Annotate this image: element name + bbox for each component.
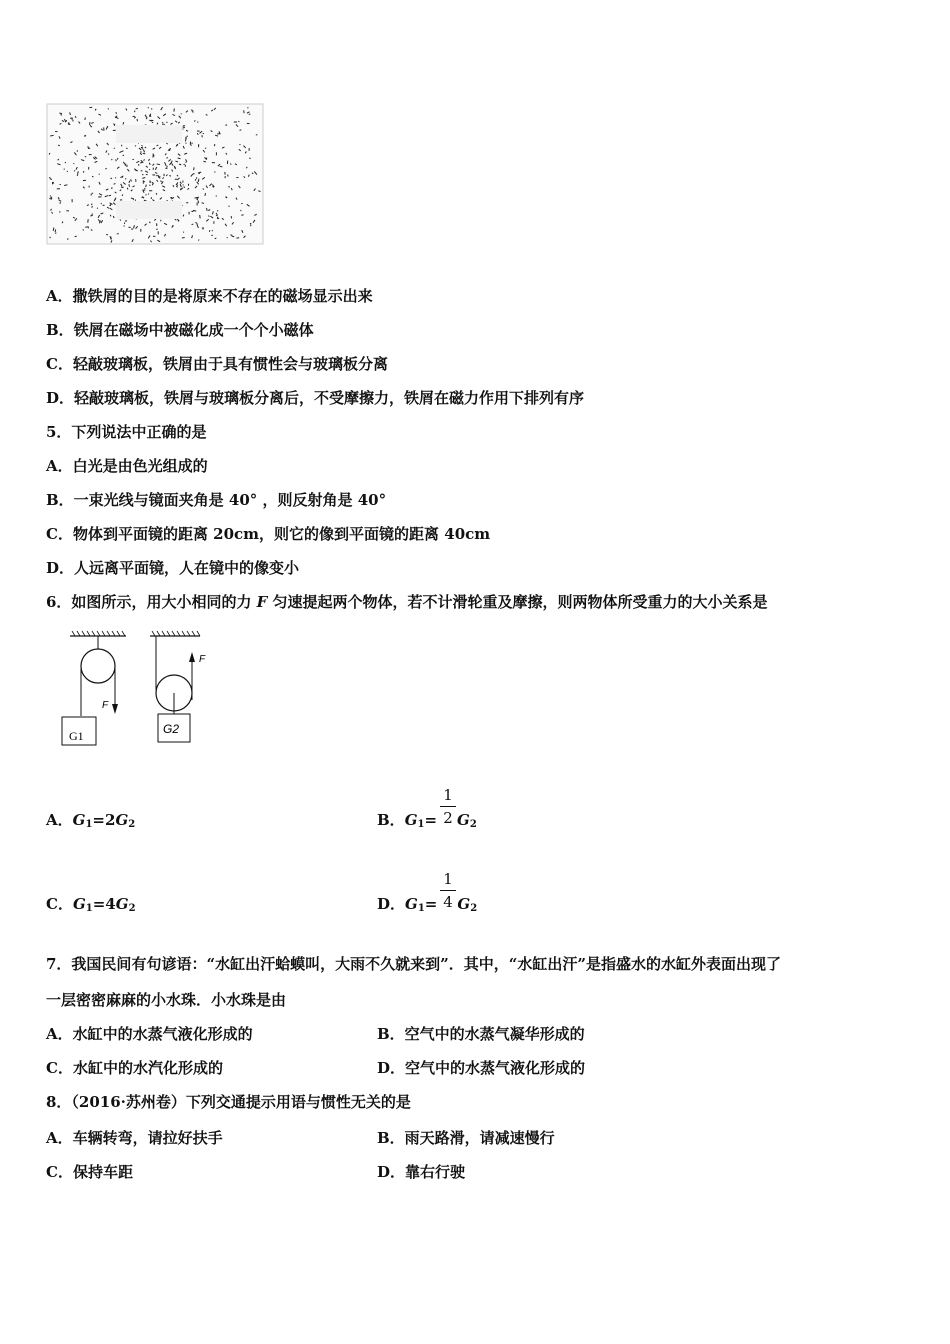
- q6-c-sub2: 2: [128, 903, 136, 914]
- q7-stem-line2: 一层密密麻麻的小水珠．小水珠是由: [46, 991, 287, 1009]
- q6-b-sub1: 1: [417, 819, 425, 830]
- right-force-label: F: [199, 654, 206, 665]
- q6-d-sub1: 1: [417, 903, 425, 914]
- q7-option-c: C．水缸中的水汽化形成的: [46, 1059, 223, 1077]
- q6-b-sub2: 2: [469, 819, 477, 830]
- q8-option-b: B．雨天路滑，请减速慢行: [377, 1129, 555, 1147]
- q4-option-b: B．铁屑在磁场中被磁化成一个个小磁体: [46, 321, 314, 339]
- q8-option-d: D．靠右行驶: [377, 1163, 466, 1181]
- q6-stem: [46, 592, 768, 612]
- q6-option-d: [377, 894, 477, 919]
- q6-a-text: =2: [92, 811, 116, 829]
- q6-d-frac-den: 4: [443, 893, 453, 911]
- q6-b-text: =: [424, 811, 438, 829]
- q6-stem-force: F: [256, 593, 268, 611]
- q6-option-a: [46, 810, 135, 835]
- q6-d-frac-num: 1: [443, 870, 453, 888]
- iron-filings-figure: [46, 103, 264, 245]
- q6-stem-pre: 6．如图所示，用大小相同的力: [46, 593, 257, 611]
- q4-option-a: A．撒铁屑的目的是将原来不存在的磁场显示出来: [46, 287, 373, 305]
- q6-b-frac-den: 2: [443, 809, 453, 827]
- q6-b-prefix: B．: [377, 811, 405, 829]
- q6-b-fraction: [440, 786, 456, 827]
- q6-a-sub1: 1: [85, 819, 93, 830]
- g1-label: G1: [69, 729, 84, 743]
- q6-option-b: [377, 810, 477, 835]
- q6-d-text: =: [424, 895, 438, 913]
- q8-option-a: A．车辆转弯，请拉好扶手: [46, 1129, 223, 1147]
- q6-c-g2: G: [115, 895, 129, 913]
- q6-c-g1: G: [72, 895, 86, 913]
- q6-d-prefix: D．: [377, 895, 406, 913]
- q7-option-d: D．空气中的水蒸气液化形成的: [377, 1059, 586, 1077]
- left-force-label: F: [102, 700, 109, 711]
- q6-d-g2: G: [457, 895, 471, 913]
- q6-d-frac-bar: [440, 890, 456, 891]
- q6-b-frac-bar: [440, 806, 456, 807]
- q8-option-c: C．保持车距: [46, 1163, 133, 1181]
- q6-d-sub2: 2: [470, 903, 478, 914]
- q6-c-sub1: 1: [85, 903, 93, 914]
- q6-option-c: [46, 894, 136, 919]
- q6-b-g1: G: [404, 811, 418, 829]
- q6-b-g2: G: [457, 811, 470, 829]
- pulley-figure: [56, 628, 216, 750]
- q7-option-a: A．水缸中的水蒸气液化形成的: [46, 1025, 253, 1043]
- q5-option-a: A．白光是由色光组成的: [46, 457, 208, 475]
- q7-option-b: B．空气中的水蒸气凝华形成的: [377, 1025, 585, 1043]
- q8-stem: 8．（2016·苏州卷）下列交通提示用语与惯性无关的是: [46, 1093, 411, 1111]
- q6-a-g1: G: [72, 811, 86, 829]
- q5-option-c: C．物体到平面镜的距离 20cm，则它的像到平面镜的距离 40cm: [46, 525, 491, 543]
- q4-option-d: D．轻敲玻璃板，铁屑与玻璃板分离后，不受摩擦力，铁屑在磁力作用下排列有序: [46, 389, 585, 407]
- q6-d-g1: G: [405, 895, 418, 913]
- q5-option-b: B．一束光线与镜面夹角是 40° ，则反射角是 40°: [46, 491, 387, 509]
- q5-option-d: D．人远离平面镜，人在镜中的像变小: [46, 559, 300, 577]
- q4-option-c: C．轻敲玻璃板，铁屑由于具有惯性会与玻璃板分离: [46, 355, 388, 373]
- q6-c-text: =4: [92, 895, 116, 913]
- q6-stem-post: 匀速提起两个物体，若不计滑轮重及摩擦，则两物体所受重力的大小关系是: [267, 593, 768, 611]
- g2-label: G2: [163, 722, 180, 736]
- q7-stem-line1: 7．我国民间有句谚语：“水缸出汗蛤蟆叫，大雨不久就来到”．其中，“水缸出汗”是指盛水的水缸外表面出现了: [46, 955, 781, 973]
- q6-d-fraction: [440, 870, 456, 911]
- q6-a-g2: G: [115, 811, 129, 829]
- q6-a-sub2: 2: [128, 819, 136, 830]
- q6-b-frac-num: 1: [443, 786, 453, 804]
- q6-c-prefix: C．: [46, 895, 73, 913]
- q6-a-prefix: A．: [46, 811, 73, 829]
- q5-stem: 5．下列说法中正确的是: [46, 423, 207, 441]
